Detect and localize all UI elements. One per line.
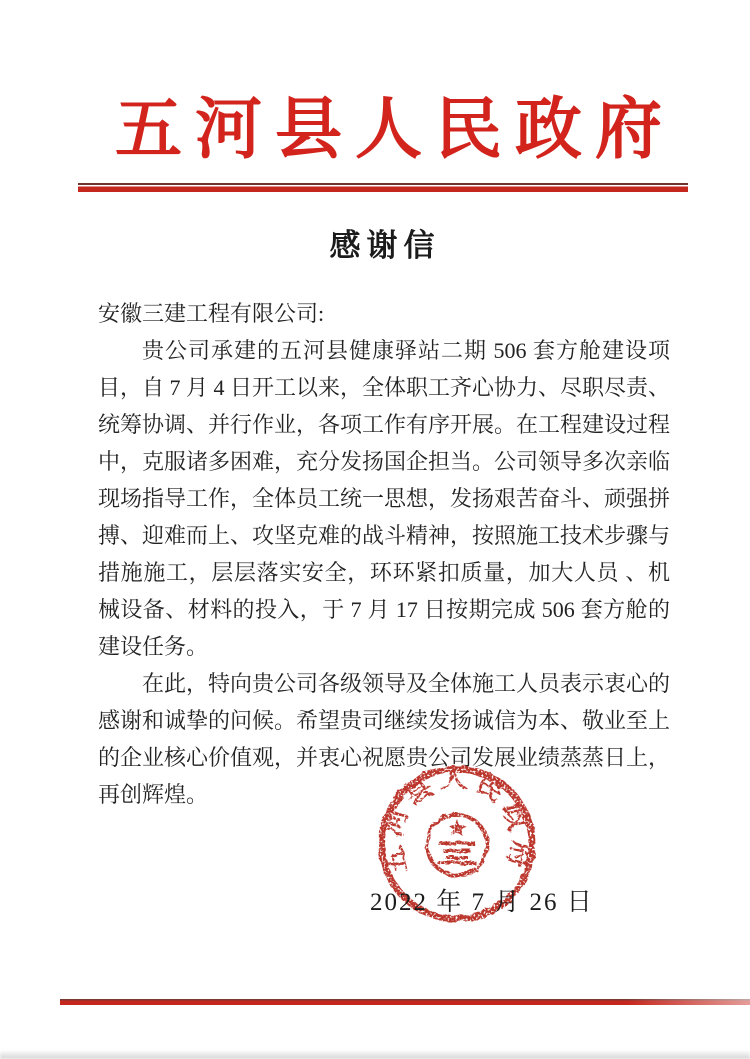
letter-date: 2022 年 7 月 26 日 (370, 889, 594, 916)
paragraph-2: 在此，特向贵公司各级领导及全体施工人员表示衷心的感谢和诚挚的问候。希望贵司继续发扬诚信为本、敬业至上的企业核心价值观，并衷心祝愿贵公司发展业绩蒸蒸日上，再创辉煌。 (98, 671, 671, 807)
scan-edge-shadow (0, 1050, 750, 1059)
paragraph-1: 贵公司承建的五河县健康驿站二期 506 套方舱建设项目，自 7 月 4 日开工以来，全体职工齐心协力、尽职尽责、统筹协调、并行作业，各项工作有序开展。在工程建设过程中，克服诸多困难，充分发扬国企担当。公司领导多次亲临现场指导工作，全体员工统一思想，发扬艰苦奋斗、顽强拼搏、迎难而上、攻坚克难的战斗精神，按照施工技术步骤与措施施工，层层落实安全，环环紧扣质量，加大人员 、机械设备、材料的投入，于 7 月 17 日按期完成 506 套方舱的建设任务。 (98, 338, 671, 659)
letter-title: 感谢信 (329, 228, 441, 263)
letterhead-rule (78, 183, 688, 192)
letterhead-org-name: 五河县人民政府 (115, 93, 675, 167)
national-emblem-icon (427, 815, 487, 875)
seal-text: 五河县人民政府 (376, 763, 538, 878)
footer-rule (60, 999, 750, 1005)
salutation: 安徽三建工程有限公司: (98, 301, 325, 326)
letter-body (98, 295, 670, 813)
